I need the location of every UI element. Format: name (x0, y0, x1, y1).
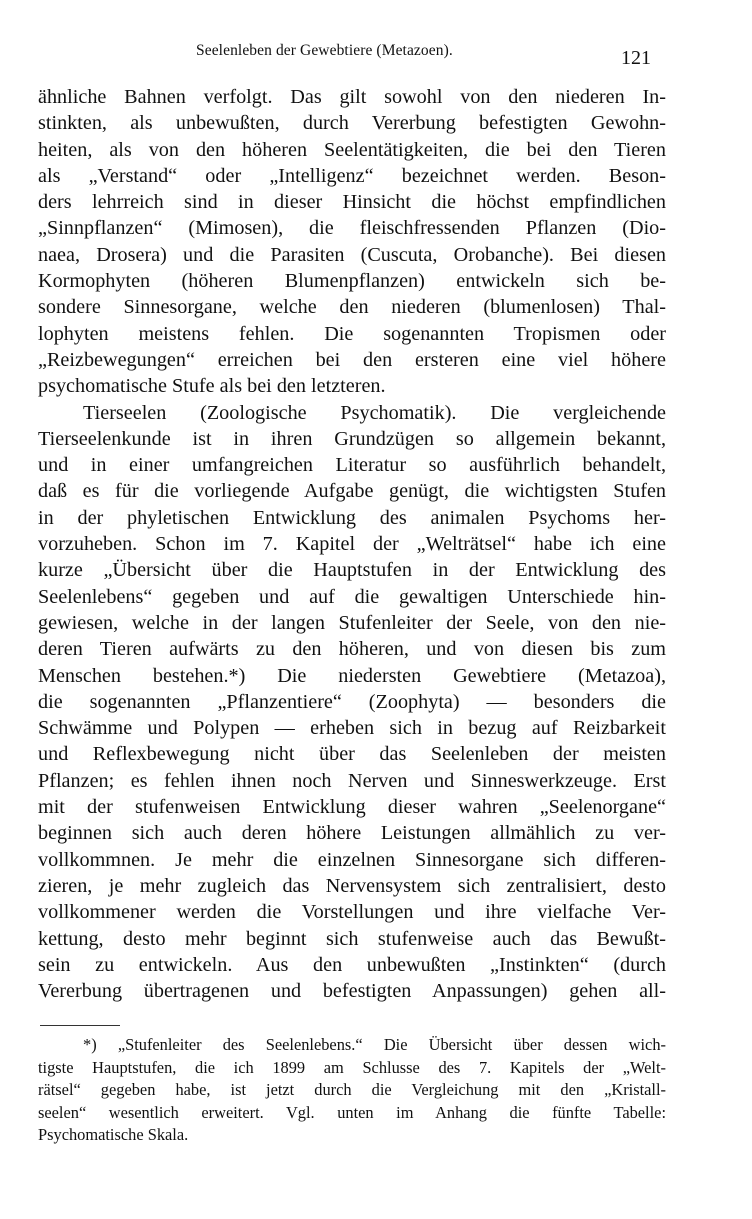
page-number: 121 (621, 47, 651, 69)
text-line: beginnen sich auch deren höhere Leistungen allmählich zu ver- (38, 822, 666, 845)
text-line: Schwämme und Polypen — erheben sich in bezug auf Reizbarkeit (38, 717, 666, 740)
text-line: daß es für die vorliegende Aufgabe genügt, die wichtigsten Stufen (38, 480, 666, 503)
text-line: lophyten meistens fehlen. Die sogenannten Tropismen oder (38, 322, 666, 345)
text-line: vollkommnen. Je mehr die einzelnen Sinnesorgane sich differen- (38, 848, 666, 871)
text-line: mit der stufenweisen Entwicklung dieser wahren „Seelenorgane“ (38, 796, 666, 819)
text-line: stinkten, als unbewußten, durch Vererbung befestigten Gewohn- (38, 112, 666, 135)
text-line: gewiesen, welche in der langen Stufenleiter der Seele, von den nie- (38, 611, 666, 634)
text-line: vollkommener werden die Vorstellungen und ihre vielfache Ver- (38, 901, 666, 924)
text-line: heiten, als von den höheren Seelentätigkeiten, die bei den Tieren (38, 138, 666, 161)
text-line: sondere Sinnesorgane, welche den niederen (blumenlosen) Thal- (38, 296, 666, 319)
text-line: sein zu entwickeln. Aus den unbewußten „Instinkten“ (durch (38, 953, 666, 976)
text-line: Menschen bestehen.*) Die niedersten Gewebtiere (Metazoa), (38, 664, 666, 687)
text-line: und Reflexbewegung nicht über das Seelenleben der meisten (38, 743, 666, 766)
text-line: zieren, je mehr zugleich das Nervensystem sich zentralisiert, desto (38, 874, 666, 897)
footnote-divider (40, 1025, 120, 1026)
footnote-line: Psychomatische Skala. (38, 1125, 189, 1145)
running-head: Seelenleben der Gewebtiere (Metazoen). (196, 42, 453, 59)
text-line: psychomatische Stufe als bei den letzteren. (38, 375, 386, 398)
section-start-line: Tierseelen (Zoologische Psychomatik). Die vergleichende (83, 401, 666, 424)
text-line: kettung, desto mehr beginnt sich stufenweise auch das Bewußt- (38, 927, 666, 950)
footnote-line: rätsel“ gegeben habe, ist jetzt durch die Vergleichung mit den „Kristall- (38, 1080, 666, 1100)
text-line: ähnliche Bahnen verfolgt. Das gilt sowohl von den niederen In- (38, 86, 666, 108)
text-line: „Sinnpflanzen“ (Mimosen), die fleischfressenden Pflanzen (Dio- (38, 217, 666, 240)
text-line: Kormophyten (höheren Blumenpflanzen) entwickeln sich be- (38, 270, 666, 293)
text-line: „Reizbewegungen“ erreichen bei den ersteren eine viel höhere (38, 348, 666, 371)
footnote-line: tigste Hauptstufen, die ich 1899 am Schlusse des 7. Kapitels der „Welt- (38, 1057, 666, 1077)
main-text (38, 84, 666, 1004)
text-line: und in einer umfangreichen Literatur so ausführlich behandelt, (38, 454, 666, 477)
text-line: die sogenannten „Pflanzentiere“ (Zoophyta) — besonders die (38, 690, 666, 713)
footnote (38, 1034, 666, 1147)
text-line: vorzuheben. Schon im 7. Kapitel der „Welträtsel“ habe ich eine (38, 533, 666, 556)
text-line: Pflanzen; es fehlen ihnen noch Nerven und Sinneswerkzeuge. Erst (38, 769, 666, 792)
text-line: in der phyletischen Entwicklung des animalen Psychoms her- (38, 506, 666, 529)
text-line: Vererbung übertragenen und befestigten Anpassungen) gehen all- (38, 980, 666, 1003)
text-line: als „Verstand“ oder „Intelligenz“ bezeichnet werden. Beson- (38, 164, 666, 187)
text-line: Seelenlebens“ gegeben und auf die gewaltigen Unterschiede hin- (38, 585, 666, 608)
footnote-line: seelen“ wesentlich erweitert. Vgl. unten im Anhang die fünfte Tabelle: (38, 1102, 666, 1122)
text-line: deren Tieren aufwärts zu den höheren, und von diesen bis zum (38, 638, 666, 661)
footnote-line: *) „Stufenleiter des Seelenlebens.“ Die Übersicht über dessen wich- (83, 1035, 666, 1054)
text-line: naea, Drosera) und die Parasiten (Cuscuta, Orobanche). Bei diesen (38, 243, 666, 266)
text-line: kurze „Übersicht über die Hauptstufen in der Entwicklung des (38, 559, 666, 582)
text-line: ders lehrreich sind in dieser Hinsicht die höchst empfindlichen (38, 191, 666, 214)
text-line: Tierseelenkunde ist in ihren Grundzügen so allgemein bekannt, (38, 427, 666, 450)
